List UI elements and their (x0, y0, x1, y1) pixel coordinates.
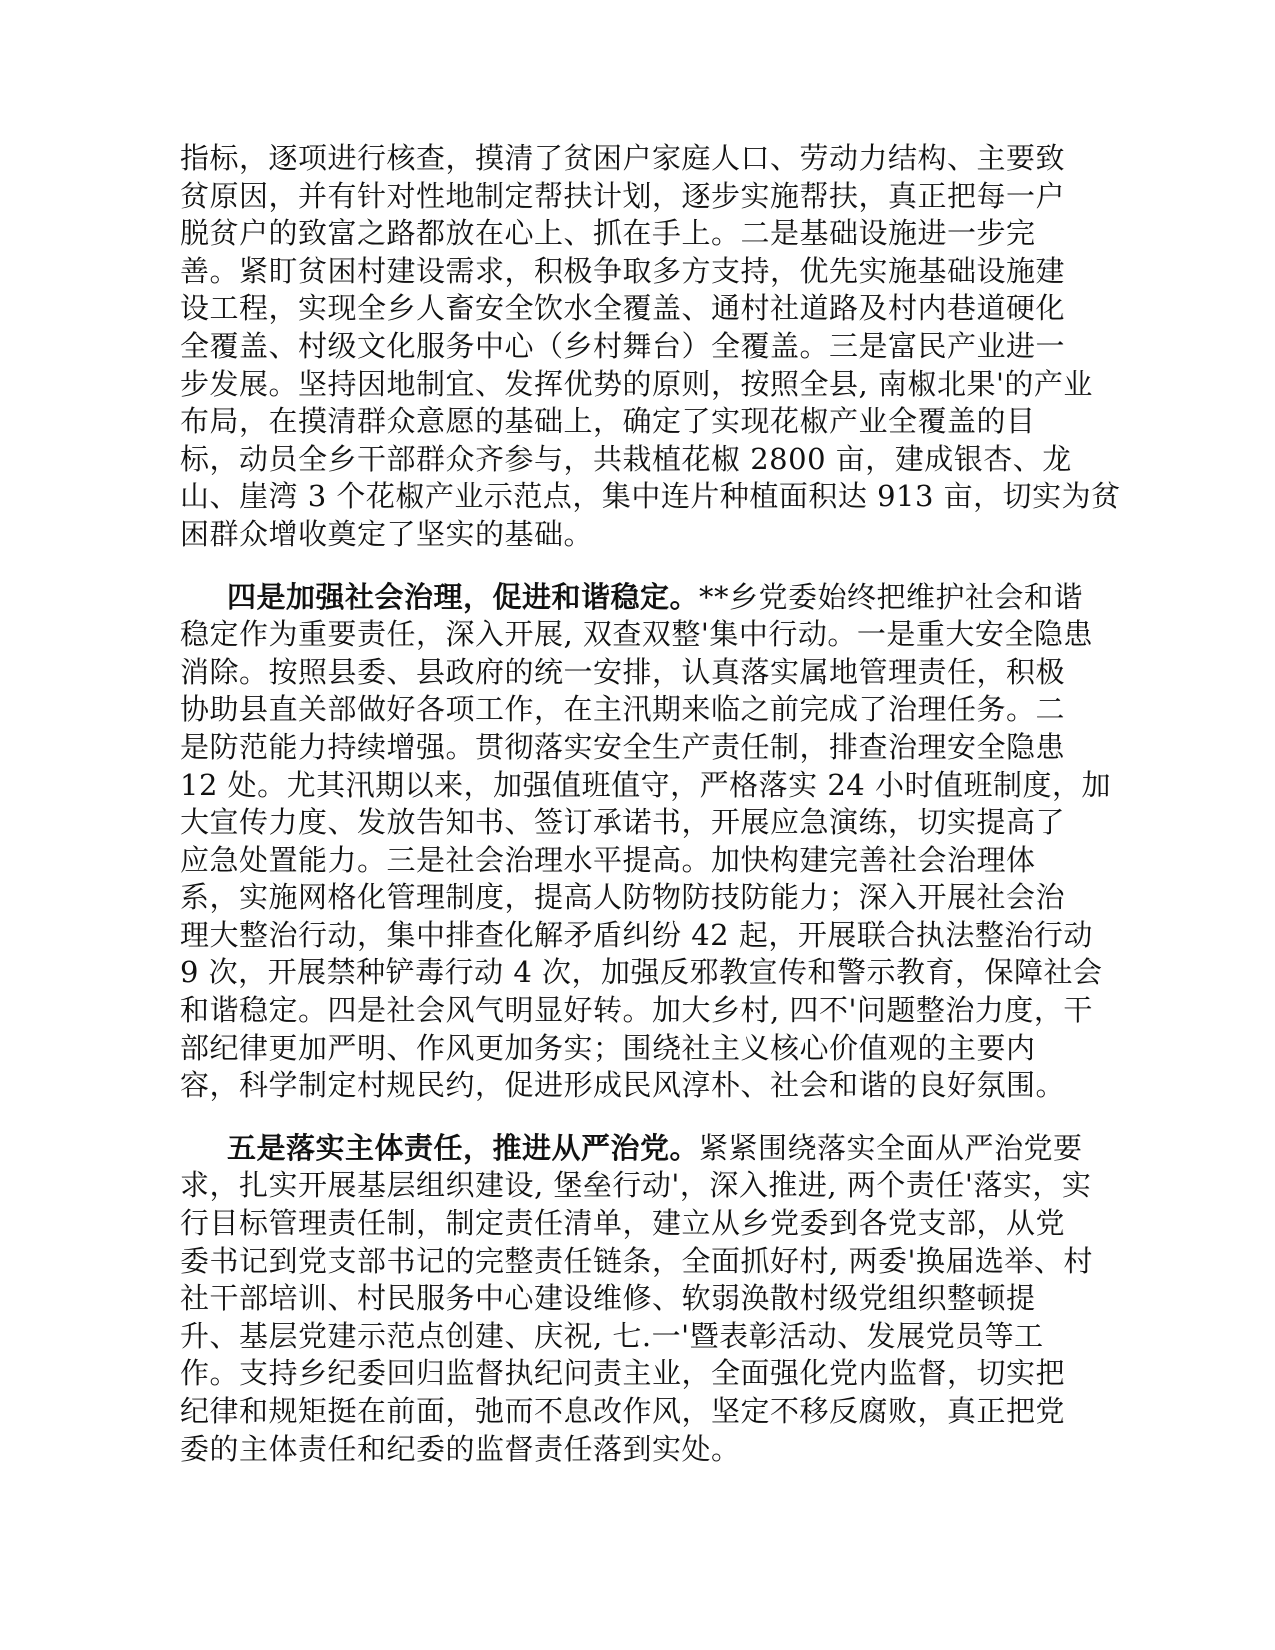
text-line: 社干部培训、村民服务中心建设维修、软弱涣散村级党组织整顿提 (180, 1281, 1036, 1316)
text-line: 脱贫户的致富之路都放在心上、抓在手上。二是基础设施进一步完 (180, 216, 1036, 251)
text-run: **乡党委始终把维护社会和谐 (699, 579, 1084, 614)
text-line: 标，动员全乡干部群众齐参与，共栽植花椒 2800 亩，建成银杏、龙 (180, 441, 1072, 476)
text-line: 作。支持乡纪委回归监督执纪问责主业，全面强化党内监督，切实把 (180, 1356, 1066, 1391)
paragraph-social-governance (180, 579, 1111, 1105)
text-line: 求，扎实开展基层组织建设, 堡垒行动'，深入推进, 两个责任'落实，实 (180, 1168, 1092, 1203)
text-line: 和谐稳定。四是社会风气明显好转。加大乡村, 四不'问题整治力度，干 (180, 993, 1093, 1028)
text-line: 全覆盖、村级文化服务中心（乡村舞台）全覆盖。三是富民产业进一 (180, 328, 1066, 363)
text-line: 系，实施网格化管理制度，提高人防物防技防能力；深入开展社会治 (180, 880, 1066, 915)
paragraph-heading: 五是落实主体责任，推进从严治党。 (227, 1130, 700, 1165)
text-line: 是防范能力持续增强。贯彻落实安全生产责任制，排查治理安全隐患 (180, 729, 1066, 764)
text-line: 升、基层党建示范点创建、庆祝, 七.一'暨表彰活动、发展党员等工 (180, 1318, 1044, 1353)
text-line: 步发展。坚持因地制宜、发挥优势的原则，按照全县, 南椒北果'的产业 (180, 366, 1093, 401)
text-run: 紧紧围绕落实全面从严治党要 (699, 1130, 1083, 1165)
text-line: 稳定作为重要责任，深入开展, 双查双整'集中行动。一是重大安全隐患 (180, 617, 1093, 652)
paragraph-heading: 四是加强社会治理，促进和谐稳定。 (227, 579, 700, 614)
text-line: 消除。按照县委、县政府的统一安排，认真落实属地管理责任，积极 (180, 654, 1066, 689)
text-line: 贫原因，并有针对性地制定帮扶计划，逐步实施帮扶，真正把每一户 (180, 178, 1066, 213)
text-line: 布局，在摸清群众意愿的基础上，确定了实现花椒产业全覆盖的目 (180, 404, 1036, 439)
text-line: 9 次，开展禁种铲毒行动 4 次，加强反邪教宣传和警示教育，保障社会 (180, 955, 1103, 990)
paragraph-poverty-alleviation (180, 140, 1121, 554)
text-line: 大宣传力度、发放告知书、签订承诺书，开展应急演练，切实提高了 (180, 805, 1066, 840)
text-line: 理大整治行动，集中排查化解矛盾纠纷 42 起，开展联合执法整治行动 (180, 917, 1093, 952)
text-line: 协助县直关部做好各项工作，在主汛期来临之前完成了治理任务。二 (180, 692, 1066, 727)
text-line: 善。紧盯贫困村建设需求，积极争取多方支持，优先实施基础设施建 (180, 253, 1066, 288)
paragraph-party-governance (180, 1130, 1093, 1468)
text-line: 委书记到党支部书记的完整责任链条，全面抓好村, 两委'换届选举、村 (180, 1243, 1093, 1278)
text-line: 困群众增收奠定了坚实的基础。 (180, 516, 594, 551)
text-line: 纪律和规矩挺在前面，弛而不息改作风，坚定不移反腐败，真正把党 (180, 1394, 1066, 1428)
paragraph-first-line (180, 579, 1084, 617)
text-line: 行目标管理责任制，制定责任清单，建立从乡党委到各党支部，从党 (180, 1206, 1066, 1241)
text-line: 应急处置能力。三是社会治理水平提高。加快构建完善社会治理体 (180, 842, 1036, 877)
text-line: 部纪律更加严明、作风更加务实；围绕社主义核心价值观的主要内 (180, 1030, 1036, 1065)
text-line: 12 处。尤其汛期以来，加强值班值守，严格落实 24 小时值班制度，加 (180, 767, 1111, 802)
text-line: 委的主体责任和纪委的监督责任落到实处。 (180, 1431, 741, 1466)
text-line: 山、崖湾 3 个花椒产业示范点，集中连片种植面积达 913 亩，切实为贫 (180, 479, 1121, 514)
text-line: 设工程，实现全乡人畜安全饮水全覆盖、通村社道路及村内巷道硬化 (180, 291, 1066, 326)
text-line: 指标，逐项进行核查，摸清了贫困户家庭人口、劳动力结构、主要致 (180, 141, 1066, 175)
paragraph-first-line (180, 1130, 1083, 1168)
text-line: 容，科学制定村规民约，促进形成民风淳朴、社会和谐的良好氛围。 (180, 1068, 1066, 1103)
document-page (180, 140, 1121, 1468)
